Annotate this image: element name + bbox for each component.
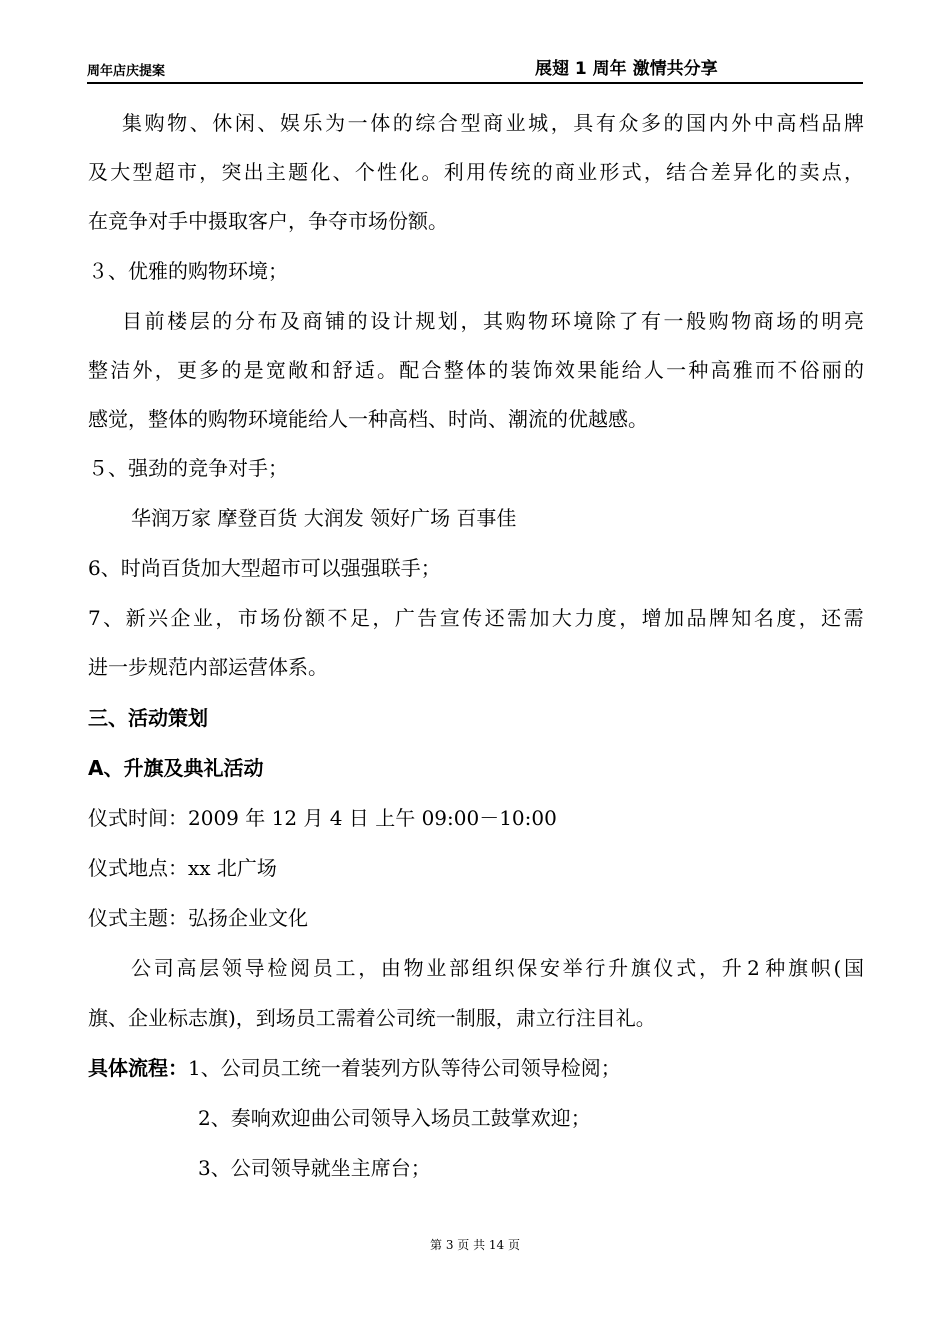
flow-first-row	[88, 1055, 621, 1081]
item7-line-2: 进一步规范内部运营体系。	[88, 655, 328, 679]
item7-line-1	[88, 605, 864, 631]
para3-line-1	[131, 955, 864, 981]
section-3-heading: 三、活动策划	[88, 706, 208, 730]
item7-line-1-text: 7 、 新 兴 企 业 ， 市 场 份 额 不 足 ， 广 告 宣 传 还 需 加 大 力 度 ， 增 加 品 牌 知 名 度 ， 还 需	[88, 606, 864, 630]
header-doc-title: 周年店庆提案	[87, 64, 166, 79]
para1-line-1-text: 集 购 物 、 休 闲 、 娱 乐 为 一 体 的 综 合 型 商 业 城 ， 具 有 众 多 的 国 内 外 中 高 档 品 牌	[122, 111, 864, 135]
header-slogan: 展翅 1 周年 激情共分享	[535, 59, 718, 79]
item3-heading: ３、优雅的购物环境；	[88, 259, 288, 283]
flow-step-1: 1、公司员工统一着装列方队等待公司领导检阅；	[188, 1056, 621, 1080]
section-a-heading: A、升旗及典礼活动	[88, 756, 264, 780]
flow-step-2: 2、奏响欢迎曲公司领导入场员工鼓掌欢迎；	[198, 1106, 591, 1130]
para2-line-1-text: 目 前 楼 层 的 分 布 及 商 铺 的 设 计 规 划 ， 其 购 物 环 境 除 了 有 一 般 购 物 商 场 的 明 亮	[122, 309, 864, 333]
ceremony-time: 仪式时间：2009 年 12 月 4 日 上午 09:00－10:00	[88, 806, 557, 830]
item5-heading: ５、强劲的竞争对手；	[88, 456, 288, 480]
para3-line-2: 旗、企业标志旗)，到场员工需着公司统一制服，肃立行注目礼。	[88, 1006, 656, 1030]
ceremony-theme: 仪式主题：弘扬企业文化	[88, 906, 308, 930]
page-number-footer: 第 3 页 共 14 页	[430, 1238, 520, 1252]
para2-line-3: 感觉，整体的购物环境能给人一种高档、时尚、潮流的优越感。	[88, 407, 648, 431]
para1-line-1	[122, 110, 864, 136]
competitor-list: 华润万家 摩登百货 大润发 领好广场 百事佳	[131, 506, 517, 530]
para3-line-1-text: 公 司 高 层 领 导 检 阅 员 工 ， 由 物 业 部 组 织 保 安 举 行 升 旗 仪 式 ， 升 2 种 旗 帜 ( 国	[131, 956, 864, 980]
item6-text: 6、时尚百货加大型超市可以强强联手；	[88, 556, 441, 580]
para1-line-3: 在竞争对手中摄取客户，争夺市场份额。	[88, 209, 448, 233]
para2-line-1	[122, 308, 864, 334]
para2-line-2-text: 整 洁 外 ， 更 多 的 是 宽 敞 和 舒 适 。 配 合 整 体 的 装 饰 效 果 能 给 人 一 种 高 雅 而 不 俗 丽 的	[88, 358, 864, 382]
para1-line-2	[88, 159, 864, 185]
para2-line-2	[88, 357, 864, 383]
page-header	[87, 52, 863, 84]
flow-step-3: 3、公司领导就坐主席台；	[198, 1156, 431, 1180]
ceremony-place: 仪式地点：xx 北广场	[88, 856, 277, 880]
para1-line-2-text: 及 大 型 超 市 ， 突 出 主 题 化 、 个 性 化 。 利 用 传 统 的 商 业 形 式 ， 结 合 差 异 化 的 卖 点 ，	[88, 160, 864, 184]
flow-label: 具体流程：	[88, 1056, 188, 1080]
